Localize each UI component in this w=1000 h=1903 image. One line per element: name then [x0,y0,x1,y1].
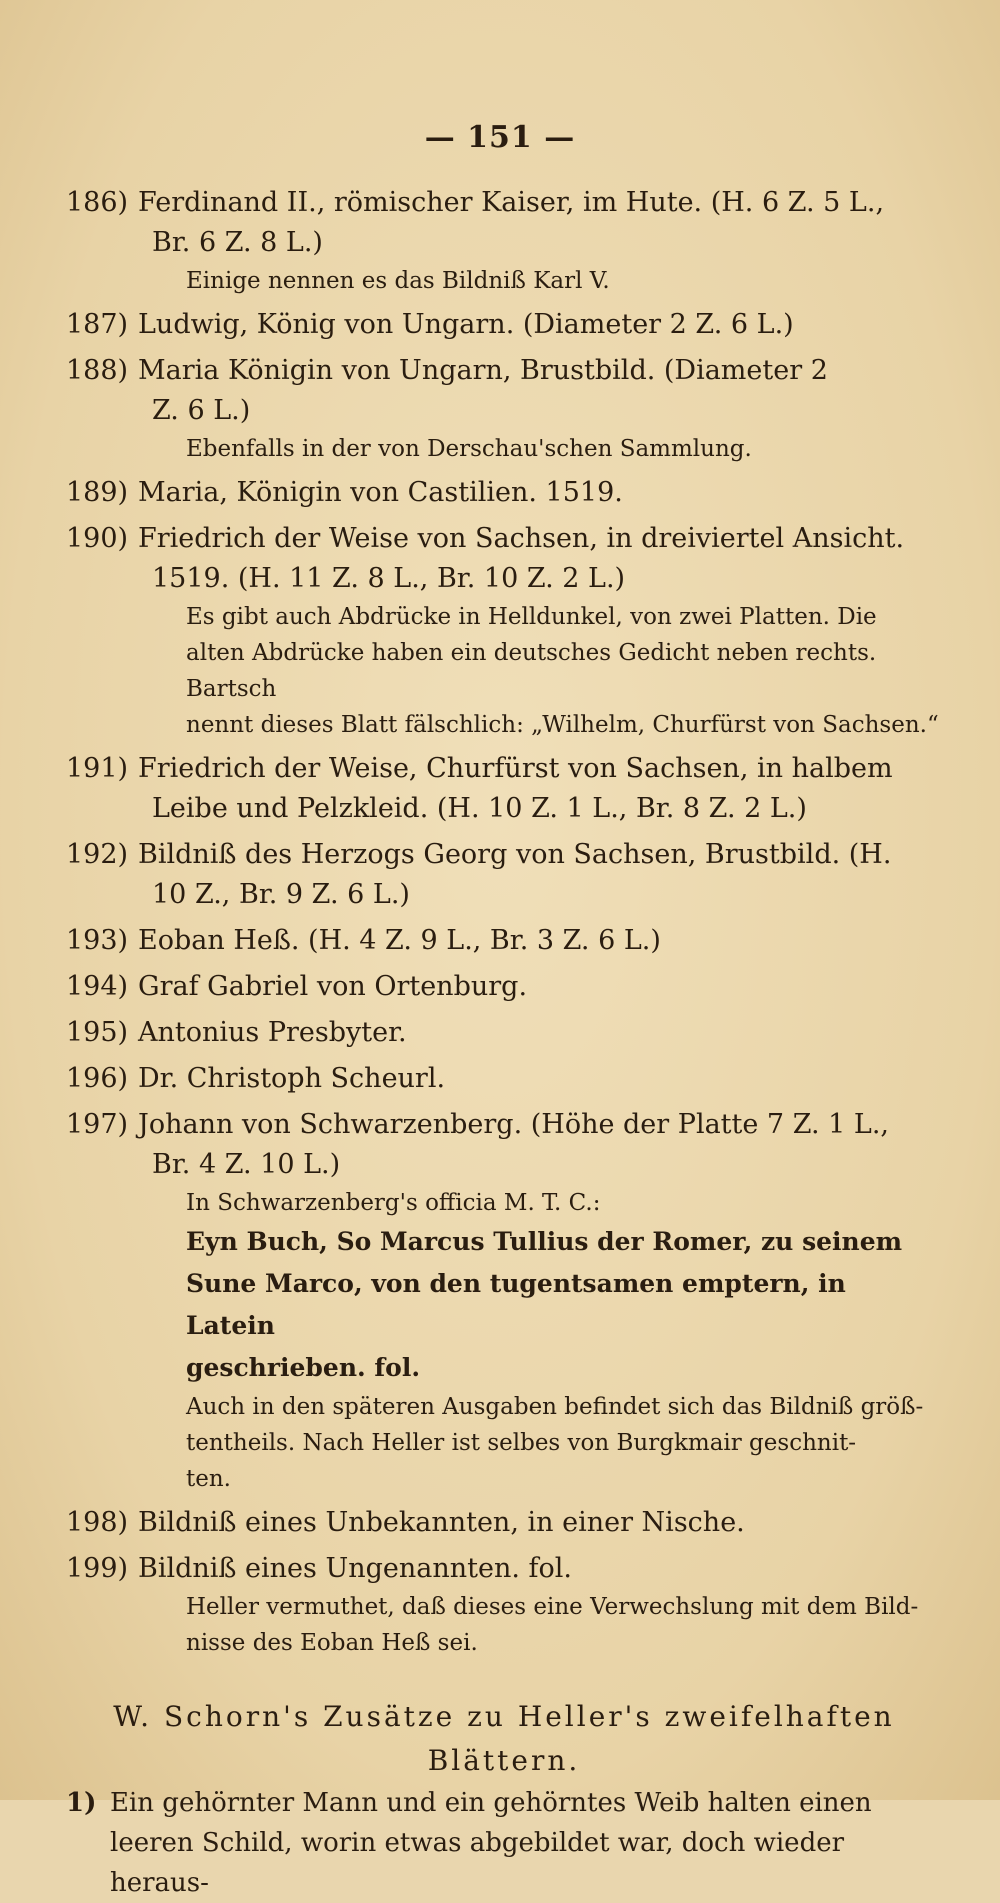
entry-first-line [66,519,942,559]
catalog-entry [66,351,942,467]
entry-text: Johann von Schwarzenberg. (Höhe der Platte 7 Z. 1 L., [138,1109,890,1140]
entry-number: 196) [66,1063,129,1094]
catalog-entry [66,183,942,299]
entry-number: 189) [66,477,129,508]
entry-continuation: 1519. (H. 11 Z. 8 L., Br. 10 Z. 2 L.) [152,563,626,594]
entry-first-line [66,183,942,223]
catalog-entry [66,1549,942,1661]
entry-number: 197) [66,1109,129,1140]
entry-note: Eyn Buch, So Marcus Tullius der Romer, zu seinem [186,1227,903,1256]
entry-note: Ebenfalls in der von Derschau'schen Sammlung. [186,436,752,462]
entry-text: Friedrich der Weise, Churfürst von Sachsen, in halbem [138,753,893,784]
entry-continuation: Br. 6 Z. 8 L.) [152,227,323,258]
catalog-entry [66,1059,942,1099]
entry-note: nennt dieses Blatt fälschlich: „Wilhelm, Churfürst von Sachsen.“ [186,712,939,738]
entry-text: Bildniß eines Unbekannten, in einer Nische. [138,1507,745,1538]
section-entry-number: 1) [66,1788,97,1818]
entry-continuation: Leibe und Pelzkleid. (H. 10 Z. 1 L., Br. 8 Z. 2 L.) [152,793,807,824]
entry-note: Auch in den späteren Ausgaben befindet sich das Bildniß größ- [186,1394,924,1420]
catalog-entry [66,1503,942,1543]
entry-first-line [66,305,942,345]
entry-text: Dr. Christoph Scheurl. [138,1063,446,1094]
entry-text: Ferdinand II., römischer Kaiser, im Hute. (H. 6 Z. 5 L., [138,187,885,218]
catalog-entry [66,967,942,1007]
entry-note: ten. [186,1466,231,1492]
entry-text: Bildniß des Herzogs Georg von Sachsen, Brustbild. (H. [138,839,892,870]
catalog-entry [66,473,942,513]
entry-text: Friedrich der Weise von Sachsen, in dreiviertel Ansicht. [138,523,905,554]
page-number: — 151 — [424,120,576,155]
entry-note: In Schwarzenberg's officia M. T. C.: [186,1190,601,1216]
entry-text: Bildniß eines Ungenannten. fol. [138,1553,572,1584]
entry-first-line [66,1059,942,1099]
entry-first-line [66,1549,942,1589]
entry-first-line [66,351,942,391]
entry-continuation: Br. 4 Z. 10 L.) [152,1149,341,1180]
entry-text: Ludwig, König von Ungarn. (Diameter 2 Z. 6 L.) [138,309,794,340]
section-title: W. Schorn's Zusätze zu Heller's zweifelhaften [113,1700,895,1733]
page-content [66,183,942,1903]
entry-note: Heller vermuthet, daß dieses eine Verwechslung mit dem Bild- [186,1594,919,1620]
entry-text: Antonius Presbyter. [138,1017,407,1048]
section-entry-text: Ein gehörnter Mann und ein gehörntes Weib halten einen [110,1788,872,1818]
entry-number: 190) [66,523,129,554]
entry-number: 187) [66,309,129,340]
catalog-entry [66,519,942,743]
entry-number: 198) [66,1507,129,1538]
entry-note: Einige nennen es das Bildniß Karl V. [186,268,610,294]
catalog-entry [66,1105,942,1497]
entry-continuation: 10 Z., Br. 9 Z. 6 L.) [152,879,410,910]
section-entry-continuation: leeren Schild, worin etwas abgebildet war, doch wieder heraus- [110,1828,845,1898]
entry-number: 199) [66,1553,129,1584]
entry-number: 191) [66,753,129,784]
entry-first-line [66,1013,942,1053]
entry-number: 186) [66,187,129,218]
entry-number: 188) [66,355,129,386]
entry-number: 195) [66,1017,129,1048]
entry-number: 192) [66,839,129,870]
entry-number: 194) [66,971,129,1002]
section-entry-first-line [66,1783,942,1823]
catalog-entry [66,921,942,961]
entry-number: 193) [66,925,129,956]
catalog-entry [66,305,942,345]
section-title-continuation: Blättern. [427,1744,581,1777]
entry-first-line [66,967,942,1007]
catalog-entry [66,1013,942,1053]
entry-first-line [66,473,942,513]
entry-note: geschrieben. fol. [186,1353,421,1382]
entry-text: Eoban Heß. (H. 4 Z. 9 L., Br. 3 Z. 6 L.) [138,925,661,956]
entry-note: nisse des Eoban Heß sei. [186,1630,478,1656]
entry-note: tentheils. Nach Heller ist selbes von Burgkmair geschnit- [186,1430,857,1456]
entry-text: Graf Gabriel von Ortenburg. [138,971,528,1002]
entry-note: Sune Marco, von den tugentsamen emptern, in Latein [186,1269,846,1340]
entry-first-line [66,921,942,961]
entry-note: Es gibt auch Abdrücke in Helldunkel, von zwei Platten. Die [186,604,877,630]
entry-first-line [66,749,942,789]
catalog-entry [66,835,942,915]
entry-text: Maria Königin von Ungarn, Brustbild. (Diameter 2 [138,355,828,386]
entry-first-line [66,835,942,875]
entry-text: Maria, Königin von Castilien. 1519. [138,477,623,508]
entry-first-line [66,1105,942,1145]
entry-first-line [66,1503,942,1543]
catalog-entry [66,749,942,829]
entry-note: alten Abdrücke haben ein deutsches Gedicht neben rechts. Bartsch [186,640,877,702]
entry-continuation: Z. 6 L.) [152,395,251,426]
